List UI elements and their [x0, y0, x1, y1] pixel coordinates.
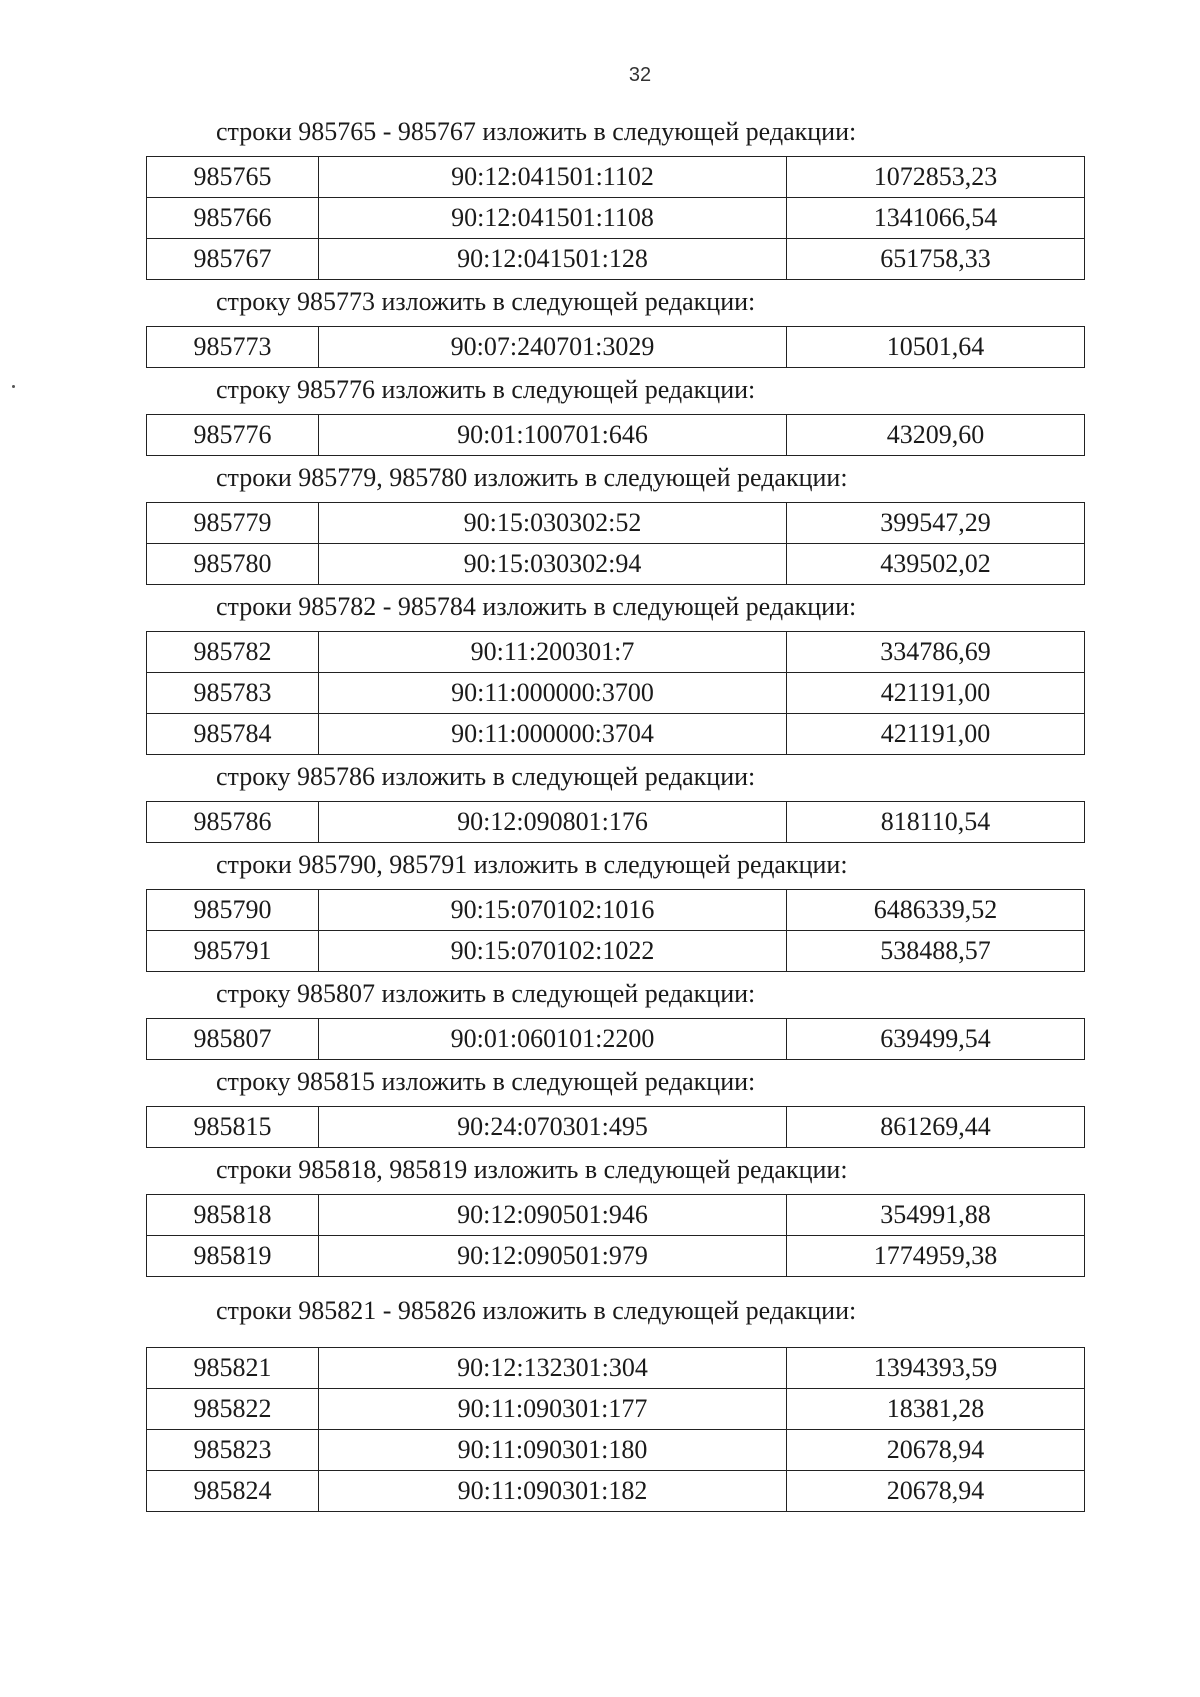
amendment-section: [146, 976, 1084, 1060]
table-row: [147, 1389, 1085, 1430]
row-number-cell: 985766: [147, 198, 319, 239]
section-heading: строки 985818, 985819 изложить в следующей редакции:: [216, 1155, 848, 1184]
cadastral-number-cell: 90:11:090301:182: [319, 1471, 787, 1512]
cadastral-value-cell: 20678,94: [787, 1430, 1085, 1471]
row-number-cell: 985779: [147, 503, 319, 544]
cadastral-number-cell: 90:15:070102:1016: [319, 890, 787, 931]
section-heading: строки 985779, 985780 изложить в следующей редакции:: [216, 463, 848, 492]
cadastral-value-cell: 1072853,23: [787, 157, 1085, 198]
row-number-cell: 985824: [147, 1471, 319, 1512]
amendment-section: [146, 759, 1084, 843]
row-number-cell: 985818: [147, 1195, 319, 1236]
amendment-table: [146, 156, 1085, 280]
table-row: [147, 1471, 1085, 1512]
row-number-cell: 985782: [147, 632, 319, 673]
amendment-section: [146, 460, 1084, 585]
cadastral-number-cell: 90:12:041501:128: [319, 239, 787, 280]
cadastral-value-cell: 439502,02: [787, 544, 1085, 585]
cadastral-number-cell: 90:11:000000:3704: [319, 714, 787, 755]
table-row: [147, 503, 1085, 544]
amendment-table: [146, 801, 1085, 843]
row-number-cell: 985786: [147, 802, 319, 843]
row-number-cell: 985783: [147, 673, 319, 714]
row-number-cell: 985823: [147, 1430, 319, 1471]
page-number: 32: [628, 64, 652, 86]
row-number-cell: 985780: [147, 544, 319, 585]
amendment-table: [146, 1347, 1085, 1512]
section-heading: строки 985765 - 985767 изложить в следующей редакции:: [216, 117, 857, 146]
cadastral-number-cell: 90:11:090301:180: [319, 1430, 787, 1471]
cadastral-value-cell: 10501,64: [787, 327, 1085, 368]
amendment-table: [146, 326, 1085, 368]
amendment-section: [146, 589, 1084, 755]
table-row: [147, 1348, 1085, 1389]
cadastral-number-cell: 90:15:070102:1022: [319, 931, 787, 972]
section-heading: строку 985776 изложить в следующей редакции:: [216, 375, 756, 404]
row-number-cell: 985821: [147, 1348, 319, 1389]
cadastral-number-cell: 90:12:132301:304: [319, 1348, 787, 1389]
table-row: [147, 931, 1085, 972]
table-row: [147, 327, 1085, 368]
cadastral-value-cell: 538488,57: [787, 931, 1085, 972]
cadastral-value-cell: 651758,33: [787, 239, 1085, 280]
cadastral-value-cell: 399547,29: [787, 503, 1085, 544]
cadastral-value-cell: 43209,60: [787, 415, 1085, 456]
table-row: [147, 1107, 1085, 1148]
table-row: [147, 673, 1085, 714]
amendment-table: [146, 502, 1085, 585]
table-row: [147, 802, 1085, 843]
amendment-table: [146, 1018, 1085, 1060]
row-number-cell: 985765: [147, 157, 319, 198]
section-heading: строку 985786 изложить в следующей редакции:: [216, 762, 756, 791]
cadastral-value-cell: 861269,44: [787, 1107, 1085, 1148]
section-heading: строки 985821 - 985826 изложить в следующей редакции:: [216, 1296, 857, 1325]
table-row: [147, 415, 1085, 456]
row-number-cell: 985819: [147, 1236, 319, 1277]
table-row: [147, 890, 1085, 931]
section-heading: строку 985807 изложить в следующей редакции:: [216, 979, 756, 1008]
cadastral-number-cell: 90:12:041501:1102: [319, 157, 787, 198]
amendment-section: [146, 114, 1084, 280]
cadastral-number-cell: 90:15:030302:94: [319, 544, 787, 585]
amendment-section: [146, 1293, 1084, 1512]
cadastral-value-cell: 1774959,38: [787, 1236, 1085, 1277]
section-heading: строки 985782 - 985784 изложить в следующей редакции:: [216, 592, 857, 621]
cadastral-value-cell: 1394393,59: [787, 1348, 1085, 1389]
table-row: [147, 544, 1085, 585]
table-row: [147, 1195, 1085, 1236]
amendment-table: [146, 1194, 1085, 1277]
amendment-table: [146, 1106, 1085, 1148]
cadastral-number-cell: 90:11:200301:7: [319, 632, 787, 673]
cadastral-number-cell: 90:12:041501:1108: [319, 198, 787, 239]
cadastral-value-cell: 6486339,52: [787, 890, 1085, 931]
table-row: [147, 1236, 1085, 1277]
amendment-table: [146, 631, 1085, 755]
cadastral-value-cell: 421191,00: [787, 673, 1085, 714]
cadastral-number-cell: 90:12:090801:176: [319, 802, 787, 843]
amendment-section: [146, 284, 1084, 368]
cadastral-number-cell: 90:15:030302:52: [319, 503, 787, 544]
row-number-cell: 985767: [147, 239, 319, 280]
cadastral-number-cell: 90:11:000000:3700: [319, 673, 787, 714]
section-heading: строку 985773 изложить в следующей редакции:: [216, 287, 756, 316]
cadastral-value-cell: 18381,28: [787, 1389, 1085, 1430]
cadastral-value-cell: 20678,94: [787, 1471, 1085, 1512]
amendment-section: [146, 372, 1084, 456]
section-heading: строки 985790, 985791 изложить в следующей редакции:: [216, 850, 848, 879]
cadastral-value-cell: 354991,88: [787, 1195, 1085, 1236]
amendment-table: [146, 889, 1085, 972]
table-row: [147, 198, 1085, 239]
cadastral-number-cell: 90:12:090501:979: [319, 1236, 787, 1277]
cadastral-value-cell: 334786,69: [787, 632, 1085, 673]
document-body: [146, 110, 1084, 1512]
table-row: [147, 632, 1085, 673]
row-number-cell: 985822: [147, 1389, 319, 1430]
cadastral-value-cell: 639499,54: [787, 1019, 1085, 1060]
table-row: [147, 239, 1085, 280]
amendment-table: [146, 414, 1085, 456]
cadastral-value-cell: 1341066,54: [787, 198, 1085, 239]
row-number-cell: 985784: [147, 714, 319, 755]
row-number-cell: 985773: [147, 327, 319, 368]
amendment-section: [146, 1064, 1084, 1148]
row-number-cell: 985790: [147, 890, 319, 931]
cadastral-value-cell: 421191,00: [787, 714, 1085, 755]
margin-mark: [12, 385, 15, 388]
cadastral-number-cell: 90:07:240701:3029: [319, 327, 787, 368]
table-row: [147, 1430, 1085, 1471]
table-row: [147, 1019, 1085, 1060]
row-number-cell: 985791: [147, 931, 319, 972]
cadastral-number-cell: 90:01:100701:646: [319, 415, 787, 456]
cadastral-value-cell: 818110,54: [787, 802, 1085, 843]
amendment-section: [146, 847, 1084, 972]
cadastral-number-cell: 90:12:090501:946: [319, 1195, 787, 1236]
table-row: [147, 714, 1085, 755]
row-number-cell: 985815: [147, 1107, 319, 1148]
amendment-section: [146, 1152, 1084, 1277]
section-heading: строку 985815 изложить в следующей редакции:: [216, 1067, 756, 1096]
row-number-cell: 985776: [147, 415, 319, 456]
cadastral-number-cell: 90:24:070301:495: [319, 1107, 787, 1148]
row-number-cell: 985807: [147, 1019, 319, 1060]
cadastral-number-cell: 90:01:060101:2200: [319, 1019, 787, 1060]
cadastral-number-cell: 90:11:090301:177: [319, 1389, 787, 1430]
table-row: [147, 157, 1085, 198]
